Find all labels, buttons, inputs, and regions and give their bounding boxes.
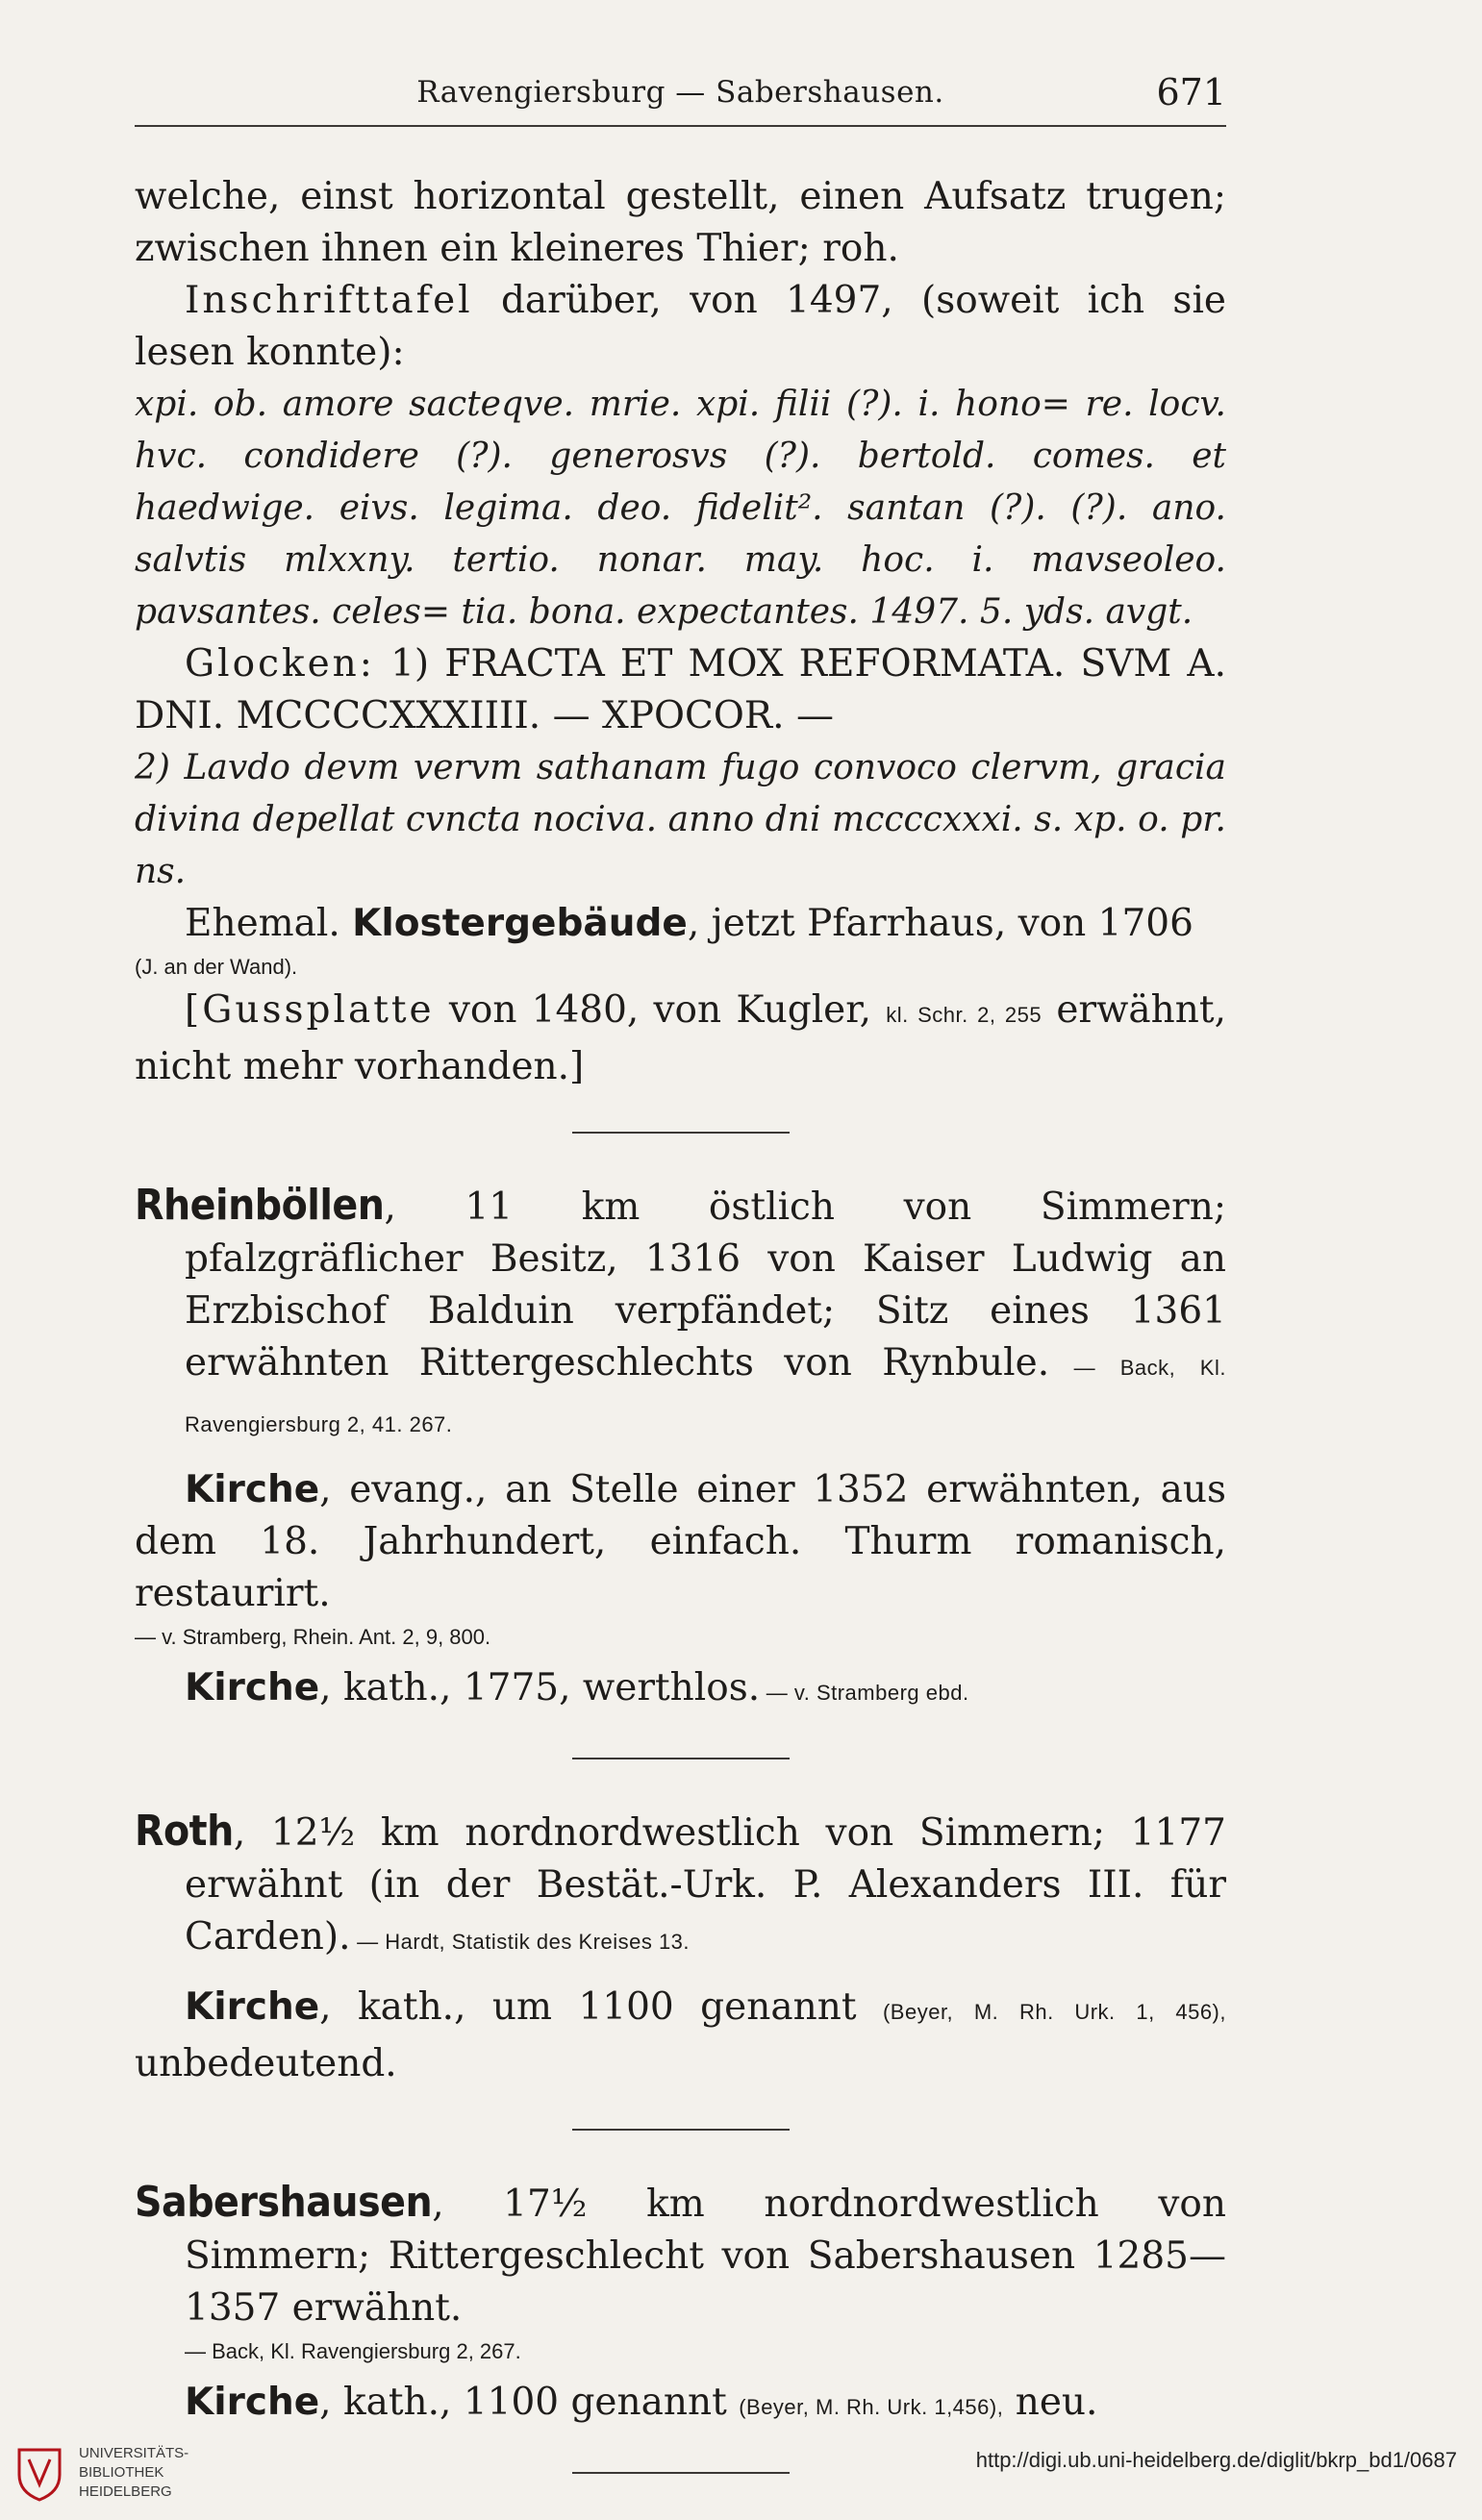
term-klostergebaeude: Klostergebäude xyxy=(352,902,688,945)
note-wand: (J. an der Wand). xyxy=(135,955,298,979)
term-gussplatte: [Gussplatte xyxy=(185,988,435,1032)
paragraph-gussplatte: [Gussplatte von 1480, von Kugler, kl. Schr. 2, 255 erwähnt, nicht mehr vorhanden.] xyxy=(135,988,1226,1088)
ref-hardt: — Hardt, Statistik des Kreises 13. xyxy=(350,1930,691,1954)
sabershausen-kirche: Kirche, kath., 1100 genannt (Beyer, M. Rh. Urk. 1,456), neu. xyxy=(185,2381,1098,2424)
section-divider xyxy=(572,2129,790,2131)
library-name: UNIVERSITÄTS- BIBLIOTHEK HEIDELBERG xyxy=(79,2445,189,2500)
running-header xyxy=(135,67,1226,127)
university-seal-icon xyxy=(13,2442,65,2502)
entry-rheinboellen: Rheinböllen, 11 km östlich von Simmern; pfalzgräflicher Besitz, 1316 von Kaiser Ludwig an Erzbischof Balduin verpfändet; Sitz eines 1361 erwähnten Rittergeschlechts von Rynbule. — Back, Kl. Ravengiersburg 2, 41. 267. xyxy=(135,1181,1226,1436)
entry-title-rheinboellen: Rheinböllen xyxy=(135,1181,385,1230)
ref-stramberg: — v. Stramberg, Rhein. Ant. 2, 9, 800. xyxy=(135,1625,491,1649)
page-body xyxy=(135,171,1226,2520)
term-kirche: Kirche xyxy=(185,2381,320,2424)
ref-beyer: (Beyer, M. Rh. Urk. 1, 456), xyxy=(882,2000,1226,2024)
section-divider xyxy=(572,1758,790,1759)
header-title: Ravengiersburg — Sabershausen. xyxy=(416,75,944,110)
rheinboellen-kirche-kath: Kirche, kath., 1775, werthlos. — v. Stramberg ebd. xyxy=(185,1666,969,1709)
ref-kugler: kl. Schr. 2, 255 xyxy=(886,1003,1042,1027)
rheinboellen-kirche-evang: Kirche, evang., an Stelle einer 1352 erwähnten, aus dem 18. Jahrhundert, einfach. Thurm romanisch, restaurirt. xyxy=(135,1468,1226,1615)
page-number: 671 xyxy=(1156,71,1226,113)
paragraph-continuation: welche, einst horizontal gestellt, einen Aufsatz trugen; zwischen ihnen ein kleineres Thier; roh. xyxy=(135,175,1226,270)
source-url-link[interactable]: http://digi.ub.uni-heidelberg.de/diglit/bkrp_bd1/0687 xyxy=(975,2448,1457,2472)
paragraph-inscription: Inschrifttafel darüber, von 1497, (soweit ich sie lesen konnte): xyxy=(135,279,1226,374)
ref-back-sabershausen: — Back, Kl. Ravengiersburg 2, 267. xyxy=(185,2339,521,2363)
paragraph-klostergebaeude: Ehemal. Klostergebäude, jetzt Pfarrhaus, von 1706 xyxy=(185,902,1193,945)
digitization-footer xyxy=(0,2423,1482,2517)
ref-back: — Back, Kl. Ravengiersburg 2, 41. 267. xyxy=(185,1356,1226,1436)
paragraph-bells: Glocken: 1) FRACTA ET MOX REFORMATA. SVM A. DNI. MCCCCXXXIIII. — XPOCOR. — xyxy=(135,642,1226,737)
term-glocken: Glocken: xyxy=(185,642,375,686)
entry-roth: Roth, 12½ km nordnordwestlich von Simmern; 1177 erwähnt (in der Bestät.-Urk. P. Alexanders III. für Carden). — Hardt, Statistik des Kreises 13. xyxy=(135,1807,1226,1959)
entry-sabershausen: Sabershausen, 17½ km nordnordwestlich von Simmern; Rittergeschlecht von Sabershausen 1285—1357 erwähnt. xyxy=(135,2178,1226,2330)
term-kirche: Kirche xyxy=(185,1985,320,2029)
inscription-text: xpi. ob. amore sacteqve. mrie. xpi. filii (?). i. hono= re. locv. hvc. condidere (?). generosvs (?). bertold. comes. et haedwige. eivs. legima. deo. fidelit². santan (?). (?). ano. salvtis mlxxny. tertio. nonar. may. hoc. i. mavseoleo. pavsantes. celes= tia. bona. expectantes. 1497. 5. yds. avgt. xyxy=(135,385,1226,632)
roth-kirche: Kirche, kath., um 1100 genannt (Beyer, M. Rh. Urk. 1, 456), unbedeutend. xyxy=(135,1985,1226,2085)
entry-title-sabershausen: Sabershausen xyxy=(135,2178,433,2227)
term-kirche: Kirche xyxy=(185,1468,320,1511)
ref-beyer: (Beyer, M. Rh. Urk. 1,456), xyxy=(739,2395,1004,2419)
ref-stramberg-ebd: — v. Stramberg ebd. xyxy=(760,1681,969,1705)
entry-title-roth: Roth xyxy=(135,1807,234,1856)
section-divider xyxy=(572,1132,790,1134)
term-kirche: Kirche xyxy=(185,1666,320,1709)
bell-inscription-2: 2) Lavdo devm vervm sathanam fugo convoco clervm, gracia divina depellat cvncta nociva. anno dni mccccxxxi. s. xp. o. pr. ns. xyxy=(135,748,1226,891)
term-inschrifttafel: Inschrifttafel xyxy=(185,279,473,322)
